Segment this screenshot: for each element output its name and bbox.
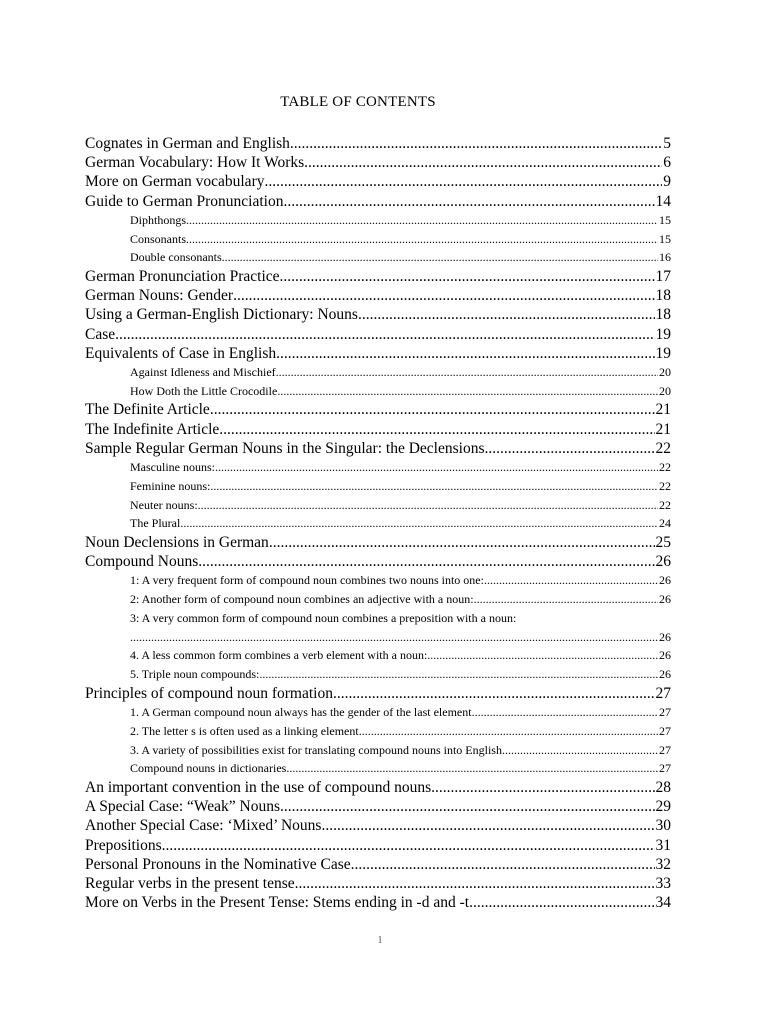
toc-entry[interactable] [85,420,671,439]
toc-dot-leader [358,305,655,324]
toc-entry-page: 27 [659,723,671,738]
toc-entry-label: Neuter nouns: [130,497,198,512]
toc-dot-leader [474,590,658,609]
toc-dot-leader [264,172,662,191]
toc-entry-label: Cognates in German and English [85,135,290,152]
toc-dot-leader [295,874,655,893]
toc-entry-page: 25 [655,534,671,551]
toc-dot-leader [505,741,658,760]
toc-entry[interactable] [85,153,671,172]
toc-dot-leader [431,778,654,797]
toc-entry-page: 27 [659,761,671,776]
toc-entry[interactable] [85,797,671,816]
toc-entry-page: 21 [655,420,671,438]
toc-entry[interactable] [85,665,671,684]
toc-entry-label: Masculine nouns: [130,460,215,474]
toc-dot-leader [333,684,655,703]
toc-entry[interactable] [85,458,671,477]
toc-dot-leader [130,628,658,647]
toc-entry-page: 26 [659,573,671,588]
toc-entry-leader-line [130,628,671,647]
toc-dot-leader [222,248,658,267]
toc-entry-page: 26 [659,629,671,644]
toc-dot-leader [277,382,658,401]
toc-entry-page: 24 [659,516,671,531]
toc-entry-page: 17 [655,268,671,285]
toc-dot-leader [304,153,662,172]
toc-dot-leader [259,665,658,684]
toc-entry[interactable] [85,325,671,344]
toc-entry-page: 34 [655,894,671,912]
toc-dot-leader [280,267,655,286]
toc-entry[interactable] [85,305,671,324]
toc-entry[interactable] [85,816,671,835]
toc-entry-label: Compound nouns in dictionaries [130,761,287,776]
toc-dot-leader [286,759,658,778]
toc-entry[interactable] [85,211,671,230]
toc-entry-label: German Pronunciation Practice [85,268,280,285]
toc-entry-label: Principles of compound noun formation [85,684,333,702]
toc-entry-page: 15 [659,231,671,246]
toc-entry-page: 31 [655,836,671,854]
toc-dot-leader [351,855,655,874]
toc-entry[interactable] [85,286,671,305]
toc-entry[interactable] [85,514,671,533]
toc-entry-label: Prepositions [85,836,162,854]
toc-entry[interactable] [85,248,671,267]
toc-dot-leader [115,325,654,344]
toc-entry-page: 29 [655,798,671,816]
toc-dot-leader [484,571,658,590]
toc-entry-page: 22 [659,478,671,493]
toc-entry-label: German Nouns: Gender [85,287,234,305]
toc-entry-label: Case [85,325,116,343]
toc-dot-leader [233,286,654,305]
toc-entry-page: 26 [655,553,671,571]
toc-dot-leader [210,477,658,496]
toc-dot-leader [162,836,655,855]
toc-entry-label: Regular verbs in the present tense [85,875,295,892]
toc-entry[interactable] [85,646,671,665]
toc-entry-page: 19 [655,325,671,343]
toc-entry[interactable] [85,172,671,191]
toc-entry-label: How Doth the Little Crocodile [130,383,278,398]
toc-dot-leader [321,816,654,835]
toc-entry-page: 22 [659,497,671,512]
toc-entry-label: Equivalents of Case in English [85,344,277,362]
toc-entry[interactable] [85,134,671,153]
toc-entry[interactable] [85,836,671,855]
toc-entry-page: 9 [663,173,671,191]
toc-entry[interactable] [85,230,671,249]
toc-dot-leader [210,400,655,419]
toc-entry[interactable] [85,778,671,797]
toc-entry-label: An important convention in the use of compound nouns [85,779,432,797]
toc-entry-label: Double consonants [130,250,222,265]
toc-dot-leader [362,722,658,741]
toc-dot-leader [469,893,654,912]
toc-entry-label: 2: Another form of compound noun combines an adjective with a noun: [130,592,474,607]
toc-dot-leader [269,533,655,552]
toc-entry[interactable] [85,855,671,874]
toc-entry-label: 1: A very frequent form of compound noun combines two nouns into one: [130,573,484,588]
table-of-contents [85,134,671,912]
toc-entry[interactable] [85,722,671,741]
toc-entry[interactable] [85,363,671,382]
toc-dot-leader [198,496,658,515]
toc-entry[interactable] [85,759,671,778]
toc-entry[interactable] [85,439,671,458]
toc-entry-page: 18 [655,287,671,305]
page-number: 1 [377,935,383,946]
toc-dot-leader [290,134,662,153]
toc-dot-leader [186,230,658,249]
toc-dot-leader [276,363,658,382]
toc-entry-page: 16 [659,250,671,265]
toc-entry-page: 19 [655,344,671,362]
toc-entry-label: Diphthongs [130,212,187,227]
toc-entry[interactable] [85,703,671,722]
toc-entry-page: 26 [659,592,671,607]
toc-entry-page: 26 [659,667,671,682]
toc-entry[interactable] [85,267,671,286]
toc-entry-page: 30 [655,817,671,835]
toc-dot-leader [427,646,658,665]
toc-entry-label: 3. A variety of possibilities exist for translating compound nouns into English. [130,742,505,757]
toc-entry[interactable] [85,477,671,496]
toc-entry-label: More on Verbs in the Present Tense: Stems ending in -d and -t [85,894,470,912]
toc-entry[interactable] [85,590,671,609]
toc-entry-label: The Plural [130,516,181,531]
toc-entry[interactable] [85,874,671,893]
toc-entry-label: The Indefinite Article [85,420,220,438]
toc-entry-label: More on German vocabulary [85,173,265,191]
toc-entry[interactable] [85,533,671,552]
toc-entry-label: Consonants [130,231,187,246]
toc-entry-label: 5. Triple noun compounds: [130,667,260,682]
toc-entry-label: Guide to German Pronunciation [85,192,284,210]
toc-entry-page: 33 [655,875,671,892]
toc-entry[interactable] [85,400,671,419]
toc-entry-label: German Vocabulary: How It Works [85,154,305,172]
toc-entry-label: Another Special Case: ‘Mixed’ Nouns [85,817,322,835]
toc-entry-page: 5 [663,135,671,152]
toc-dot-leader [198,552,654,571]
toc-entry-label: 3: A very common form of compound noun combines a preposition with a noun: [130,610,517,625]
toc-dot-leader [219,420,654,439]
toc-dot-leader [283,192,654,211]
toc-entry-label: 1. A German compound noun always has the gender of the last element. [130,705,475,720]
page-title: TABLE OF CONTENTS [280,94,436,110]
toc-entry[interactable] [85,741,671,760]
toc-entry[interactable] [85,344,671,363]
toc-entry-label: Personal Pronouns in the Nominative Case [85,855,351,873]
toc-dot-leader [186,211,658,230]
toc-entry-page: 6 [663,154,671,172]
toc-entry-label: Feminine nouns: [130,478,211,493]
toc-entry-label: A Special Case: “Weak” Nouns [85,798,281,816]
toc-entry[interactable] [85,552,671,571]
toc-entry-label: Compound Nouns [85,553,199,571]
toc-entry-page: 15 [659,212,671,227]
toc-entry[interactable] [85,496,671,515]
toc-dot-leader [475,703,658,722]
toc-entry-page: 14 [655,192,671,210]
toc-entry-label: The Definite Article [85,401,210,419]
toc-entry-page: 27 [659,742,671,757]
toc-entry-page: 32 [655,855,671,873]
toc-dot-leader [280,797,654,816]
toc-entry-label: Sample Regular German Nouns in the Singular: the Declensions [85,439,485,457]
toc-entry-page: 27 [655,684,671,702]
toc-dot-leader [484,439,654,458]
toc-entry-page: 26 [659,648,671,663]
toc-entry-page: 28 [655,779,671,797]
toc-entry-label: Using a German-English Dictionary: Nouns [85,306,358,324]
toc-entry-page: 22 [659,460,671,474]
toc-dot-leader [276,344,654,363]
toc-entry[interactable] [85,382,671,401]
toc-entry-page: 20 [659,383,671,398]
toc-entry-page: 21 [655,401,671,419]
toc-entry[interactable] [85,684,671,703]
toc-entry-page: 22 [655,439,671,457]
toc-entry-page: 20 [659,364,671,379]
toc-entry-page: 18 [655,306,671,324]
toc-entry-label: 2. The letter s is often used as a linking element. [130,723,362,738]
toc-dot-leader [215,458,658,477]
toc-dot-leader [180,514,658,533]
toc-entry-label: Against Idleness and Mischief [130,364,276,379]
toc-entry-page: 27 [659,705,671,720]
toc-entry[interactable] [85,609,671,647]
toc-entry[interactable] [85,571,671,590]
toc-entry-label: Noun Declensions in German [85,534,269,551]
toc-entry[interactable] [85,893,671,912]
toc-entry[interactable] [85,192,671,211]
toc-entry-label: 4. A less common form combines a verb element with a noun: [130,648,428,663]
